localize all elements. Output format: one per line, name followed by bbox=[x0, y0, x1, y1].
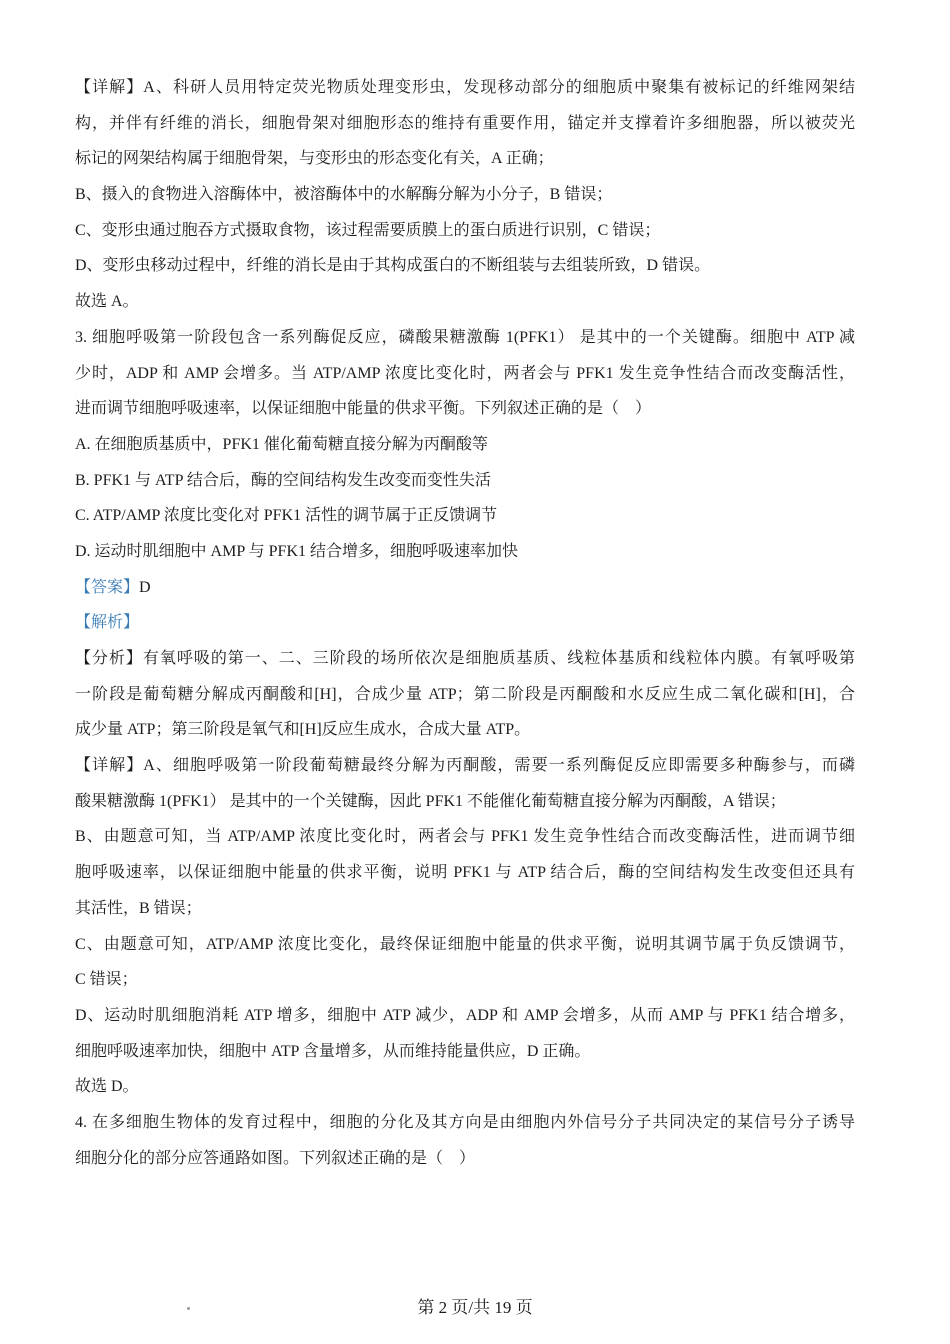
question-line: 细胞分化的部分应答通路如图。下列叙述正确的是（ ） bbox=[75, 1149, 476, 1167]
option-d-line: D. 运动时肌细胞中 AMP 与 PFK1 结合增多，细胞呼吸速率加快 bbox=[75, 542, 518, 560]
text-line: 【详解】A、细胞呼吸第一阶段葡萄糖最终分解为丙酮酸，需要一系列酶促反应即需要多种酶参与，而磷 bbox=[75, 757, 855, 775]
text-line: 细胞呼吸速率加快，细胞中 ATP 含量增多，从而维持能量供应，D 正确。 bbox=[75, 1042, 591, 1060]
text-line: C、变形虫通过胞吞方式摄取食物，该过程需要质膜上的蛋白质进行识别，C 错误； bbox=[75, 221, 661, 239]
question-line: 3. 细胞呼吸第一阶段包含一系列酶促反应，磷酸果糖激酶 1(PFK1） 是其中的一个关键酶。细胞中 ATP 减 bbox=[75, 328, 855, 346]
option-a-line: A. 在细胞质基质中，PFK1 催化葡萄糖直接分解为丙酮酸等 bbox=[75, 435, 488, 453]
question-line: 4. 在多细胞生物体的发育过程中，细胞的分化及其方向是由细胞内外信号分子共同决定的某信号分子诱导 bbox=[75, 1113, 855, 1131]
text-line: C、由题意可知，ATP/AMP 浓度比变化，最终保证细胞中能量的供求平衡，说明其调节属于负反馈调节， bbox=[75, 935, 855, 953]
question-line: 少时，ADP 和 AMP 会增多。当 ATP/AMP 浓度比变化时，两者会与 PFK1 发生竞争性结合而改变酶活性， bbox=[75, 364, 855, 382]
answer-label: 【答案】 bbox=[75, 578, 140, 596]
text-line: 构，并伴有纤维的消长，细胞骨架对细胞形态的维持有重要作用，锚定并支撑着许多细胞器，所以被荧光 bbox=[75, 114, 855, 132]
answer-line bbox=[75, 570, 855, 606]
text-line: C 错误； bbox=[75, 971, 138, 989]
text-line: 酸果糖激酶 1(PFK1） 是其中的一个关键酶，因此 PFK1 不能催化葡萄糖直接分解为丙酮酸，A 错误； bbox=[75, 792, 786, 810]
text-line: 标记的网架结构属于细胞骨架，与变形虫的形态变化有关，A 正确； bbox=[75, 150, 554, 168]
text-line: D、运动时肌细胞消耗 ATP 增多，细胞中 ATP 减少，ADP 和 AMP 会增多，从而 AMP 与 PFK1 结合增多， bbox=[75, 1006, 855, 1024]
text-line: 【详解】A、科研人员用特定荧光物质处理变形虫，发现移动部分的细胞质中聚集有被标记的纤维网架结 bbox=[75, 79, 855, 96]
page-number-footer: 第 2 页/共 19 页 bbox=[417, 1298, 533, 1317]
text-line: B、摄入的食物进入溶酶体中，被溶酶体中的水解酶分解为小分子，B 错误； bbox=[75, 186, 613, 204]
text-line: 其活性，B 错误； bbox=[75, 899, 202, 917]
conclusion-line: 故选 D。 bbox=[75, 1078, 139, 1096]
text-content bbox=[75, 70, 855, 1176]
option-b-line: B. PFK1 与 ATP 结合后，酶的空间结构发生改变而变性失活 bbox=[75, 471, 491, 489]
text-line: 成少量 ATP；第三阶段是氧气和[H]反应生成水，合成大量 ATP。 bbox=[75, 721, 531, 739]
analysis-header-line bbox=[75, 605, 855, 641]
answer-value: D bbox=[139, 578, 151, 596]
text-line: 胞呼吸速率，以保证细胞中能量的供求平衡，说明 PFK1 与 ATP 结合后，酶的空间结构发生改变但还具有 bbox=[75, 864, 855, 882]
analysis-label: 【解析】 bbox=[75, 614, 140, 632]
text-line: D、变形虫移动过程中，纤维的消长是由于其构成蛋白的不断组装与去组装所致，D 错误。 bbox=[75, 257, 711, 275]
conclusion-line: 故选 A。 bbox=[75, 293, 139, 311]
option-c-line: C. ATP/AMP 浓度比变化对 PFK1 活性的调节属于正反馈调节 bbox=[75, 507, 498, 525]
text-line: 【分析】有氧呼吸的第一、二、三阶段的场所依次是细胞质基质、线粒体基质和线粒体内膜。有氧呼吸第 bbox=[75, 650, 855, 667]
text-line: 一阶段是葡萄糖分解成丙酮酸和[H]，合成少量 ATP；第二阶段是丙酮酸和水反应生成二氧化碳和[H]，合 bbox=[75, 685, 855, 703]
text-line: B、由题意可知，当 ATP/AMP 浓度比变化时，两者会与 PFK1 发生竞争性结合而改变酶活性，进而调节细 bbox=[75, 828, 855, 846]
question-line: 进而调节细胞呼吸速率，以保证细胞中能量的供求平衡。下列叙述正确的是（ ） bbox=[75, 400, 652, 418]
